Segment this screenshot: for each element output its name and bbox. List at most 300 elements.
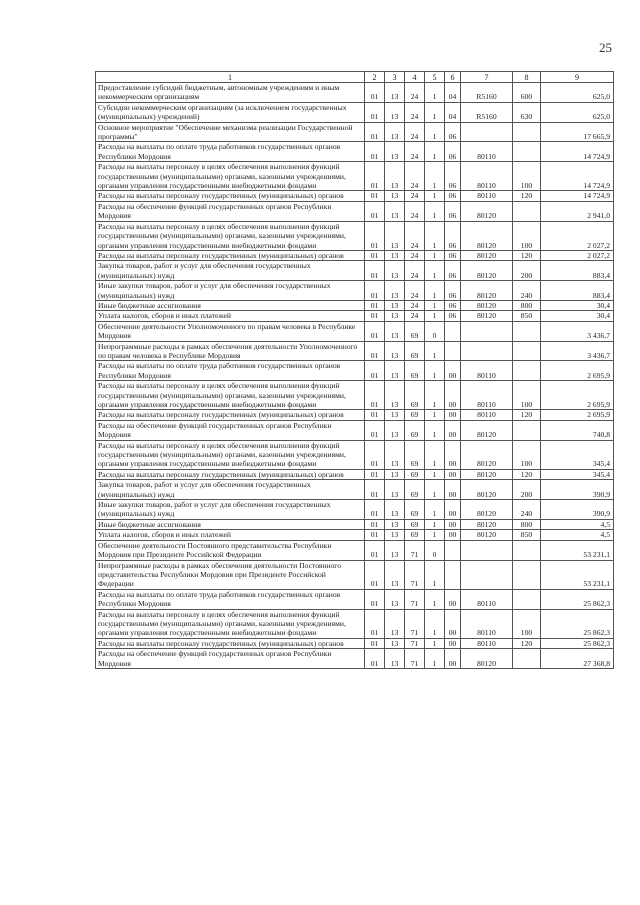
direction-code-cell xyxy=(461,122,513,142)
row-name-cell: Расходы на выплаты персоналу в целях обеспечения выполнения функций государственными (муниципальными) органами, казенными учреждениями, органами управления государственными внебюджетными фондами xyxy=(96,609,365,638)
table-row xyxy=(96,649,614,669)
subsection-code-cell: 13 xyxy=(385,300,405,310)
amount-cell: 53 231,1 xyxy=(541,540,614,560)
row-name-cell: Расходы на выплаты по оплате труда работников государственных органов Республики Мордовия xyxy=(96,142,365,162)
program-code-cell: 24 xyxy=(405,201,425,221)
row-name-cell: Расходы на выплаты персоналу в целях обеспечения выполнения функций государственными (муниципальными) органами, казенными учреждениями, органами управления государственными внебюджетными фондами xyxy=(96,381,365,410)
expense-type-cell xyxy=(513,540,541,560)
subsection-code-cell: 13 xyxy=(385,221,405,250)
amount-cell: 2 027,2 xyxy=(541,221,614,250)
amount-cell: 17 665,9 xyxy=(541,122,614,142)
section-code-cell: 01 xyxy=(365,250,385,260)
direction-code-cell: 80110 xyxy=(461,361,513,381)
subsection-code-cell: 13 xyxy=(385,500,405,520)
expense-type-cell: 120 xyxy=(513,191,541,201)
direction-code-cell xyxy=(461,341,513,361)
expense-type-cell xyxy=(513,341,541,361)
amount-cell: 2 027,2 xyxy=(541,250,614,260)
amount-cell: 740,8 xyxy=(541,420,614,440)
expense-type-cell: 240 xyxy=(513,500,541,520)
amount-cell: 2 695,9 xyxy=(541,381,614,410)
amount-cell: 3 436,7 xyxy=(541,341,614,361)
expense-type-cell: 100 xyxy=(513,440,541,469)
subsection-code-cell: 13 xyxy=(385,341,405,361)
subprogram-code-cell: 1 xyxy=(425,201,445,221)
event-code-cell: 00 xyxy=(445,519,461,529)
event-code-cell: 00 xyxy=(445,440,461,469)
table-row xyxy=(96,420,614,440)
direction-code-cell: 80110 xyxy=(461,638,513,648)
row-name-cell: Расходы на выплаты персоналу государственных (муниципальных) органов xyxy=(96,638,365,648)
subsection-code-cell: 13 xyxy=(385,250,405,260)
table-row xyxy=(96,311,614,321)
section-code-cell: 01 xyxy=(365,311,385,321)
column-header: 7 xyxy=(461,72,513,83)
event-code-cell: 06 xyxy=(445,162,461,191)
table-row xyxy=(96,142,614,162)
subprogram-code-cell: 1 xyxy=(425,519,445,529)
row-name-cell: Основное мероприятие "Обеспечение механизма реализации Государственной программы" xyxy=(96,122,365,142)
section-code-cell: 01 xyxy=(365,469,385,479)
event-code-cell: 06 xyxy=(445,142,461,162)
expense-type-cell xyxy=(513,361,541,381)
subprogram-code-cell: 1 xyxy=(425,410,445,420)
section-code-cell: 01 xyxy=(365,142,385,162)
subprogram-code-cell: 1 xyxy=(425,341,445,361)
subprogram-code-cell: 0 xyxy=(425,321,445,341)
subprogram-code-cell: 1 xyxy=(425,311,445,321)
direction-code-cell: R5160 xyxy=(461,83,513,103)
direction-code-cell: 80120 xyxy=(461,480,513,500)
program-code-cell: 24 xyxy=(405,102,425,122)
subsection-code-cell: 13 xyxy=(385,361,405,381)
program-code-cell: 69 xyxy=(405,341,425,361)
expense-type-cell xyxy=(513,560,541,589)
row-name-cell: Расходы на обеспечение функций государственных органов Республики Мордовия xyxy=(96,649,365,669)
subprogram-code-cell: 1 xyxy=(425,142,445,162)
column-header: 1 xyxy=(96,72,365,83)
amount-cell: 30,4 xyxy=(541,300,614,310)
table-header-row xyxy=(96,72,614,83)
column-header: 5 xyxy=(425,72,445,83)
event-code-cell: 06 xyxy=(445,281,461,301)
event-code-cell: 00 xyxy=(445,500,461,520)
program-code-cell: 24 xyxy=(405,250,425,260)
program-code-cell: 24 xyxy=(405,281,425,301)
section-code-cell: 01 xyxy=(365,191,385,201)
subsection-code-cell: 13 xyxy=(385,142,405,162)
direction-code-cell: 80120 xyxy=(461,281,513,301)
expense-type-cell: 800 xyxy=(513,300,541,310)
direction-code-cell: 80120 xyxy=(461,649,513,669)
column-header: 3 xyxy=(385,72,405,83)
subsection-code-cell: 13 xyxy=(385,589,405,609)
event-code-cell: 00 xyxy=(445,530,461,540)
amount-cell: 345,4 xyxy=(541,469,614,479)
event-code-cell: 00 xyxy=(445,649,461,669)
event-code-cell: 00 xyxy=(445,609,461,638)
section-code-cell: 01 xyxy=(365,261,385,281)
row-name-cell: Непрограммные расходы в рамках обеспечения деятельности Уполномоченного по правам человека в Республике Мордовия xyxy=(96,341,365,361)
program-code-cell: 69 xyxy=(405,361,425,381)
direction-code-cell: 80110 xyxy=(461,609,513,638)
program-code-cell: 24 xyxy=(405,191,425,201)
event-code-cell: 00 xyxy=(445,480,461,500)
table-row xyxy=(96,638,614,648)
program-code-cell: 69 xyxy=(405,410,425,420)
program-code-cell: 69 xyxy=(405,381,425,410)
row-name-cell: Закупка товаров, работ и услуг для обеспечения государственных (муниципальных) нужд xyxy=(96,261,365,281)
section-code-cell: 01 xyxy=(365,361,385,381)
expense-type-cell: 630 xyxy=(513,102,541,122)
subsection-code-cell: 13 xyxy=(385,321,405,341)
program-code-cell: 71 xyxy=(405,589,425,609)
direction-code-cell: 80110 xyxy=(461,142,513,162)
section-code-cell: 01 xyxy=(365,341,385,361)
program-code-cell: 69 xyxy=(405,480,425,500)
subprogram-code-cell: 1 xyxy=(425,500,445,520)
expense-type-cell xyxy=(513,142,541,162)
table-row xyxy=(96,440,614,469)
expense-type-cell: 100 xyxy=(513,162,541,191)
subsection-code-cell: 13 xyxy=(385,649,405,669)
section-code-cell: 01 xyxy=(365,102,385,122)
expense-type-cell: 800 xyxy=(513,519,541,529)
direction-code-cell: 80120 xyxy=(461,519,513,529)
table-row xyxy=(96,102,614,122)
row-name-cell: Расходы на выплаты персоналу государственных (муниципальных) органов xyxy=(96,191,365,201)
amount-cell: 4,5 xyxy=(541,519,614,529)
expense-type-cell: 850 xyxy=(513,530,541,540)
table-row xyxy=(96,201,614,221)
direction-code-cell: 80110 xyxy=(461,381,513,410)
event-code-cell xyxy=(445,560,461,589)
program-code-cell: 69 xyxy=(405,321,425,341)
event-code-cell: 00 xyxy=(445,381,461,410)
amount-cell: 3 436,7 xyxy=(541,321,614,341)
event-code-cell: 06 xyxy=(445,201,461,221)
program-code-cell: 71 xyxy=(405,560,425,589)
section-code-cell: 01 xyxy=(365,440,385,469)
table-row xyxy=(96,500,614,520)
row-name-cell: Расходы на выплаты персоналу государственных (муниципальных) органов xyxy=(96,250,365,260)
subprogram-code-cell: 1 xyxy=(425,440,445,469)
amount-cell: 14 724,9 xyxy=(541,191,614,201)
expense-type-cell: 120 xyxy=(513,638,541,648)
section-code-cell: 01 xyxy=(365,609,385,638)
section-code-cell: 01 xyxy=(365,638,385,648)
table-row xyxy=(96,410,614,420)
subprogram-code-cell: 1 xyxy=(425,300,445,310)
table-row xyxy=(96,540,614,560)
direction-code-cell: 80120 xyxy=(461,420,513,440)
direction-code-cell: 80120 xyxy=(461,221,513,250)
section-code-cell: 01 xyxy=(365,381,385,410)
direction-code-cell: 80120 xyxy=(461,500,513,520)
table-row xyxy=(96,321,614,341)
subprogram-code-cell: 1 xyxy=(425,122,445,142)
event-code-cell: 06 xyxy=(445,300,461,310)
event-code-cell: 04 xyxy=(445,83,461,103)
event-code-cell: 00 xyxy=(445,589,461,609)
amount-cell: 625,0 xyxy=(541,102,614,122)
section-code-cell: 01 xyxy=(365,480,385,500)
table-row xyxy=(96,530,614,540)
expense-type-cell xyxy=(513,589,541,609)
section-code-cell: 01 xyxy=(365,281,385,301)
amount-cell: 2 695,9 xyxy=(541,361,614,381)
table-body xyxy=(96,83,614,669)
subprogram-code-cell: 1 xyxy=(425,560,445,589)
section-code-cell: 01 xyxy=(365,201,385,221)
column-header: 8 xyxy=(513,72,541,83)
table-row xyxy=(96,519,614,529)
section-code-cell: 01 xyxy=(365,83,385,103)
amount-cell: 25 862,3 xyxy=(541,638,614,648)
amount-cell: 345,4 xyxy=(541,440,614,469)
table-row xyxy=(96,480,614,500)
column-header: 2 xyxy=(365,72,385,83)
program-code-cell: 24 xyxy=(405,162,425,191)
subprogram-code-cell: 1 xyxy=(425,162,445,191)
program-code-cell: 24 xyxy=(405,142,425,162)
program-code-cell: 71 xyxy=(405,609,425,638)
expense-type-cell: 850 xyxy=(513,311,541,321)
direction-code-cell: 80110 xyxy=(461,589,513,609)
section-code-cell: 01 xyxy=(365,122,385,142)
subprogram-code-cell: 1 xyxy=(425,102,445,122)
row-name-cell: Иные закупки товаров, работ и услуг для обеспечения государственных (муниципальных) нужд xyxy=(96,281,365,301)
direction-code-cell: 80120 xyxy=(461,201,513,221)
subprogram-code-cell: 1 xyxy=(425,469,445,479)
subprogram-code-cell: 1 xyxy=(425,191,445,201)
section-code-cell: 01 xyxy=(365,321,385,341)
amount-cell: 883,4 xyxy=(541,261,614,281)
subprogram-code-cell: 1 xyxy=(425,361,445,381)
subsection-code-cell: 13 xyxy=(385,410,405,420)
subsection-code-cell: 13 xyxy=(385,560,405,589)
expense-type-cell xyxy=(513,321,541,341)
section-code-cell: 01 xyxy=(365,420,385,440)
event-code-cell: 00 xyxy=(445,410,461,420)
subprogram-code-cell: 1 xyxy=(425,221,445,250)
table-row xyxy=(96,250,614,260)
direction-code-cell: 80110 xyxy=(461,191,513,201)
subprogram-code-cell: 1 xyxy=(425,83,445,103)
expense-type-cell xyxy=(513,122,541,142)
row-name-cell: Иные бюджетные ассигнования xyxy=(96,300,365,310)
expense-type-cell: 120 xyxy=(513,410,541,420)
event-code-cell: 06 xyxy=(445,250,461,260)
amount-cell: 30,4 xyxy=(541,311,614,321)
event-code-cell: 06 xyxy=(445,221,461,250)
section-code-cell: 01 xyxy=(365,162,385,191)
table-row xyxy=(96,83,614,103)
section-code-cell: 01 xyxy=(365,649,385,669)
table-row xyxy=(96,361,614,381)
section-code-cell: 01 xyxy=(365,560,385,589)
program-code-cell: 71 xyxy=(405,638,425,648)
program-code-cell: 69 xyxy=(405,420,425,440)
row-name-cell: Уплата налогов, сборов и иных платежей xyxy=(96,311,365,321)
expense-type-cell: 100 xyxy=(513,381,541,410)
row-name-cell: Расходы на выплаты персоналу в целях обеспечения выполнения функций государственными (муниципальными) органами, казенными учреждениями, органами управления государственными внебюджетными фондами xyxy=(96,221,365,250)
amount-cell: 390,9 xyxy=(541,480,614,500)
program-code-cell: 24 xyxy=(405,221,425,250)
table-row xyxy=(96,281,614,301)
subsection-code-cell: 13 xyxy=(385,638,405,648)
direction-code-cell: 80110 xyxy=(461,162,513,191)
program-code-cell: 24 xyxy=(405,122,425,142)
direction-code-cell xyxy=(461,560,513,589)
table-row xyxy=(96,221,614,250)
budget-table xyxy=(95,71,614,669)
table-row xyxy=(96,191,614,201)
subsection-code-cell: 13 xyxy=(385,469,405,479)
subsection-code-cell: 13 xyxy=(385,530,405,540)
direction-code-cell: 80120 xyxy=(461,311,513,321)
subsection-code-cell: 13 xyxy=(385,440,405,469)
program-code-cell: 69 xyxy=(405,469,425,479)
subsection-code-cell: 13 xyxy=(385,311,405,321)
program-code-cell: 24 xyxy=(405,261,425,281)
expense-type-cell: 600 xyxy=(513,83,541,103)
row-name-cell: Расходы на выплаты персоналу в целях обеспечения выполнения функций государственными (муниципальными) органами, казенными учреждениями, органами управления государственными внебюджетными фондами xyxy=(96,162,365,191)
direction-code-cell: R5160 xyxy=(461,102,513,122)
expense-type-cell: 240 xyxy=(513,281,541,301)
subsection-code-cell: 13 xyxy=(385,162,405,191)
row-name-cell: Расходы на выплаты по оплате труда работников государственных органов Республики Мордовия xyxy=(96,589,365,609)
direction-code-cell xyxy=(461,540,513,560)
amount-cell: 25 862,3 xyxy=(541,589,614,609)
column-header: 6 xyxy=(445,72,461,83)
program-code-cell: 69 xyxy=(405,530,425,540)
subprogram-code-cell: 1 xyxy=(425,649,445,669)
program-code-cell: 24 xyxy=(405,83,425,103)
program-code-cell: 24 xyxy=(405,311,425,321)
event-code-cell: 06 xyxy=(445,261,461,281)
event-code-cell: 04 xyxy=(445,102,461,122)
direction-code-cell: 80120 xyxy=(461,261,513,281)
subprogram-code-cell: 1 xyxy=(425,589,445,609)
row-name-cell: Расходы на выплаты по оплате труда работников государственных органов Республики Мордовия xyxy=(96,361,365,381)
row-name-cell: Расходы на обеспечение функций государственных органов Республики Мордовия xyxy=(96,201,365,221)
direction-code-cell: 80120 xyxy=(461,440,513,469)
subsection-code-cell: 13 xyxy=(385,122,405,142)
event-code-cell: 06 xyxy=(445,311,461,321)
subprogram-code-cell: 1 xyxy=(425,250,445,260)
event-code-cell: 00 xyxy=(445,420,461,440)
event-code-cell: 06 xyxy=(445,122,461,142)
row-name-cell: Закупка товаров, работ и услуг для обеспечения государственных (муниципальных) нужд xyxy=(96,480,365,500)
event-code-cell: 00 xyxy=(445,469,461,479)
row-name-cell: Предоставление субсидий бюджетным, автономным учреждениям и иным некоммерческим организациям xyxy=(96,83,365,103)
program-code-cell: 71 xyxy=(405,540,425,560)
subsection-code-cell: 13 xyxy=(385,191,405,201)
row-name-cell: Иные бюджетные ассигнования xyxy=(96,519,365,529)
amount-cell: 2 941,0 xyxy=(541,201,614,221)
subsection-code-cell: 13 xyxy=(385,609,405,638)
row-name-cell: Иные закупки товаров, работ и услуг для обеспечения государственных (муниципальных) нужд xyxy=(96,500,365,520)
column-header: 9 xyxy=(541,72,614,83)
amount-cell: 4,5 xyxy=(541,530,614,540)
subsection-code-cell: 13 xyxy=(385,540,405,560)
expense-type-cell: 100 xyxy=(513,609,541,638)
amount-cell: 14 724,9 xyxy=(541,142,614,162)
column-header: 4 xyxy=(405,72,425,83)
section-code-cell: 01 xyxy=(365,519,385,529)
expense-type-cell: 100 xyxy=(513,221,541,250)
table-row xyxy=(96,609,614,638)
section-code-cell: 01 xyxy=(365,500,385,520)
subsection-code-cell: 13 xyxy=(385,381,405,410)
table-row xyxy=(96,469,614,479)
direction-code-cell: 80120 xyxy=(461,530,513,540)
direction-code-cell: 80120 xyxy=(461,300,513,310)
direction-code-cell xyxy=(461,321,513,341)
row-name-cell: Уплата налогов, сборов и иных платежей xyxy=(96,530,365,540)
row-name-cell: Расходы на выплаты персоналу государственных (муниципальных) органов xyxy=(96,410,365,420)
section-code-cell: 01 xyxy=(365,540,385,560)
amount-cell: 390,9 xyxy=(541,500,614,520)
table-row xyxy=(96,122,614,142)
amount-cell: 27 368,8 xyxy=(541,649,614,669)
event-code-cell xyxy=(445,321,461,341)
subsection-code-cell: 13 xyxy=(385,83,405,103)
subsection-code-cell: 13 xyxy=(385,519,405,529)
row-name-cell: Расходы на выплаты персоналу государственных (муниципальных) органов xyxy=(96,469,365,479)
amount-cell: 883,4 xyxy=(541,281,614,301)
row-name-cell: Обеспечение деятельности Уполномоченного по правам человека в Республике Мордовия xyxy=(96,321,365,341)
expense-type-cell xyxy=(513,201,541,221)
subprogram-code-cell: 1 xyxy=(425,638,445,648)
section-code-cell: 01 xyxy=(365,300,385,310)
section-code-cell: 01 xyxy=(365,410,385,420)
subsection-code-cell: 13 xyxy=(385,480,405,500)
table-row xyxy=(96,341,614,361)
row-name-cell: Расходы на выплаты персоналу в целях обеспечения выполнения функций государственными (муниципальными) органами, казенными учреждениями, органами управления государственными внебюджетными фондами xyxy=(96,440,365,469)
event-code-cell xyxy=(445,540,461,560)
amount-cell: 625,0 xyxy=(541,83,614,103)
event-code-cell xyxy=(445,341,461,361)
expense-type-cell xyxy=(513,649,541,669)
subprogram-code-cell: 0 xyxy=(425,540,445,560)
subprogram-code-cell: 1 xyxy=(425,480,445,500)
subprogram-code-cell: 1 xyxy=(425,281,445,301)
subprogram-code-cell: 1 xyxy=(425,420,445,440)
expense-type-cell: 200 xyxy=(513,261,541,281)
table-row xyxy=(96,261,614,281)
row-name-cell: Субсидии некоммерческим организациям (за исключением государственных (муниципальных) учреждений) xyxy=(96,102,365,122)
table-row xyxy=(96,162,614,191)
direction-code-cell: 80120 xyxy=(461,469,513,479)
subsection-code-cell: 13 xyxy=(385,102,405,122)
event-code-cell: 00 xyxy=(445,638,461,648)
event-code-cell: 00 xyxy=(445,361,461,381)
program-code-cell: 24 xyxy=(405,300,425,310)
table-row xyxy=(96,381,614,410)
subsection-code-cell: 13 xyxy=(385,281,405,301)
subsection-code-cell: 13 xyxy=(385,261,405,281)
subsection-code-cell: 13 xyxy=(385,201,405,221)
direction-code-cell: 80120 xyxy=(461,250,513,260)
row-name-cell: Расходы на обеспечение функций государственных органов Республики Мордовия xyxy=(96,420,365,440)
subprogram-code-cell: 1 xyxy=(425,530,445,540)
event-code-cell: 06 xyxy=(445,191,461,201)
table-row xyxy=(96,300,614,310)
amount-cell: 14 724,9 xyxy=(541,162,614,191)
subprogram-code-cell: 1 xyxy=(425,261,445,281)
